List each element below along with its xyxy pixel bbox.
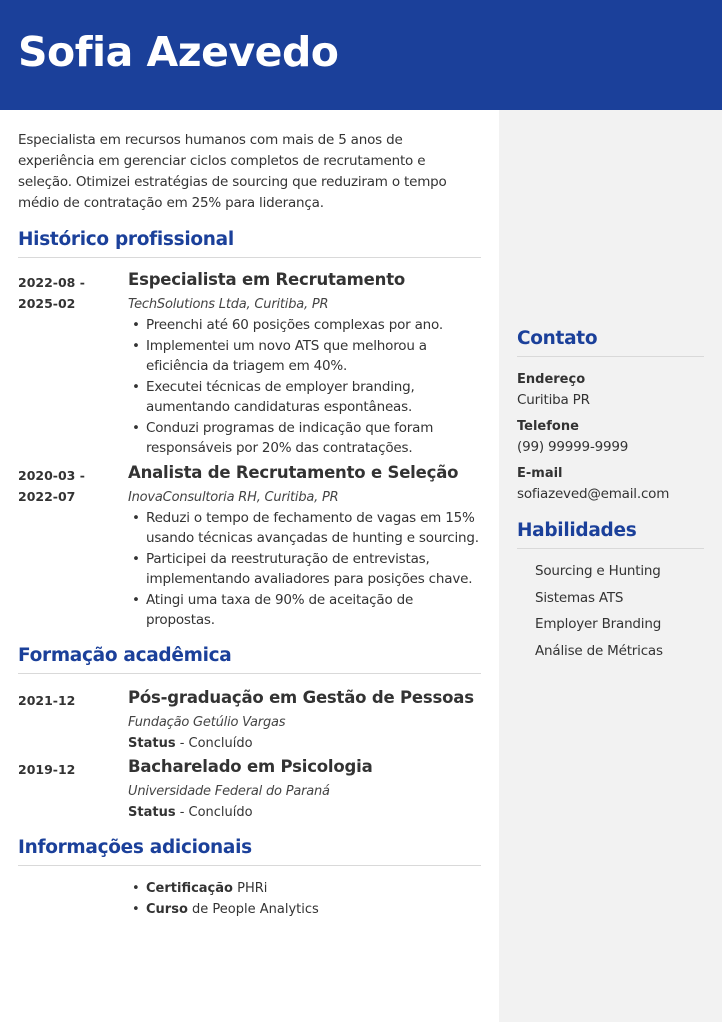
status-label: Status (128, 804, 176, 820)
entry-date (18, 461, 128, 631)
company: TechSolutions Ltda, Curitiba, PR (128, 297, 329, 312)
bullet-item: • Implementei um novo ATS que melhorou a eficiência da triagem em 40%. (128, 336, 481, 377)
bullet-item: • Atingi uma taxa de 90% de aceitação de propostas. (128, 590, 481, 631)
institution: Universidade Federal do Paraná (128, 783, 330, 799)
experience-section (18, 229, 481, 631)
entry-date (18, 268, 128, 459)
phone-value: (99) 99999-9999 (517, 439, 629, 455)
divider (517, 356, 704, 357)
address-label: Endereço (517, 372, 586, 387)
status-label: Status (128, 735, 176, 751)
bullet-item: • Preenchi até 60 posições complexas por ano. (128, 315, 481, 336)
status-line (128, 733, 481, 754)
item-text: PHRi (232, 880, 268, 896)
status-value: - Concluído (175, 804, 253, 820)
additional-title: Informações adicionais (18, 836, 252, 858)
bullet-list (128, 315, 481, 459)
date-end: 2022-07 (18, 488, 76, 504)
company: InovaConsultoria RH, Curitiba, PR (128, 489, 339, 505)
experience-entry (18, 461, 481, 631)
bullet-item (128, 878, 481, 899)
date-start: 2022-08 - (18, 275, 85, 290)
email-label: E-mail (517, 466, 563, 481)
experience-entry (18, 268, 481, 459)
status-value: - Concluído (175, 735, 253, 751)
entry-date: 2019-12 (18, 761, 76, 777)
skill-item: Sistemas ATS (535, 589, 624, 606)
additional-section (18, 837, 481, 920)
divider (517, 548, 704, 549)
entry-date: 2021-12 (18, 692, 76, 708)
header-banner (0, 0, 722, 110)
skill-item: Sourcing e Hunting (535, 563, 661, 579)
contact-section (517, 328, 704, 504)
item-text: de People Analytics (187, 901, 319, 917)
skills-title: Habilidades (517, 520, 637, 541)
skill-item: Employer Branding (535, 616, 662, 632)
main-column (18, 110, 481, 920)
bullet-list (128, 508, 481, 631)
job-title: Analista de Recrutamento e Seleção (128, 462, 459, 482)
education-section (18, 645, 481, 823)
skill-item: Análise de Métricas (535, 642, 663, 659)
contact-title: Contato (517, 328, 598, 349)
education-entry (18, 755, 481, 823)
education-title: Formação acadêmica (18, 644, 232, 666)
experience-title: Histórico profissional (18, 229, 234, 250)
date-end: 2025-02 (18, 296, 76, 311)
divider (18, 257, 481, 258)
bullet-item: • Reduzi o tempo de fechamento de vagas em 15% usando técnicas avançadas de hunting e sourcing. (128, 508, 481, 549)
sidebar (499, 110, 722, 1022)
divider (18, 865, 481, 866)
professional-summary: Especialista em recursos humanos com mais de 5 anos de experiência em gerenciar ciclos completos de recrutamento e seleção. Otimizei estratégias de sourcing que reduziram o tempo médio de contratação em 25% para liderança. (18, 132, 447, 211)
skills-section (517, 520, 704, 664)
email-value[interactable]: sofiazeved@email.com (517, 486, 670, 502)
bullet-item: • Executei técnicas de employer branding, aumentando candidaturas espontâneas. (128, 377, 481, 418)
status-line (128, 802, 481, 823)
phone-label: Telefone (517, 419, 579, 434)
bullet-item (128, 899, 481, 920)
address-value: Curitiba PR (517, 392, 590, 408)
institution: Fundação Getúlio Vargas (128, 714, 286, 730)
degree-title: Bacharelado em Psicologia (128, 756, 373, 776)
bullet-item: • Conduzi programas de indicação que foram responsáveis por 20% das contratações. (128, 418, 481, 459)
degree-title: Pós-graduação em Gestão de Pessoas (128, 687, 474, 707)
divider (18, 673, 481, 674)
bullet-list (128, 878, 481, 920)
date-start: 2020-03 - (18, 467, 85, 483)
education-entry (18, 686, 481, 754)
item-label: Certificação (146, 880, 233, 896)
candidate-name: Sofia Azevedo (18, 28, 339, 76)
item-label: Curso (146, 901, 188, 917)
bullet-item: • Participei da reestruturação de entrevistas, implementando avaliadores para posições chave. (128, 549, 481, 590)
job-title: Especialista em Recrutamento (128, 270, 406, 289)
